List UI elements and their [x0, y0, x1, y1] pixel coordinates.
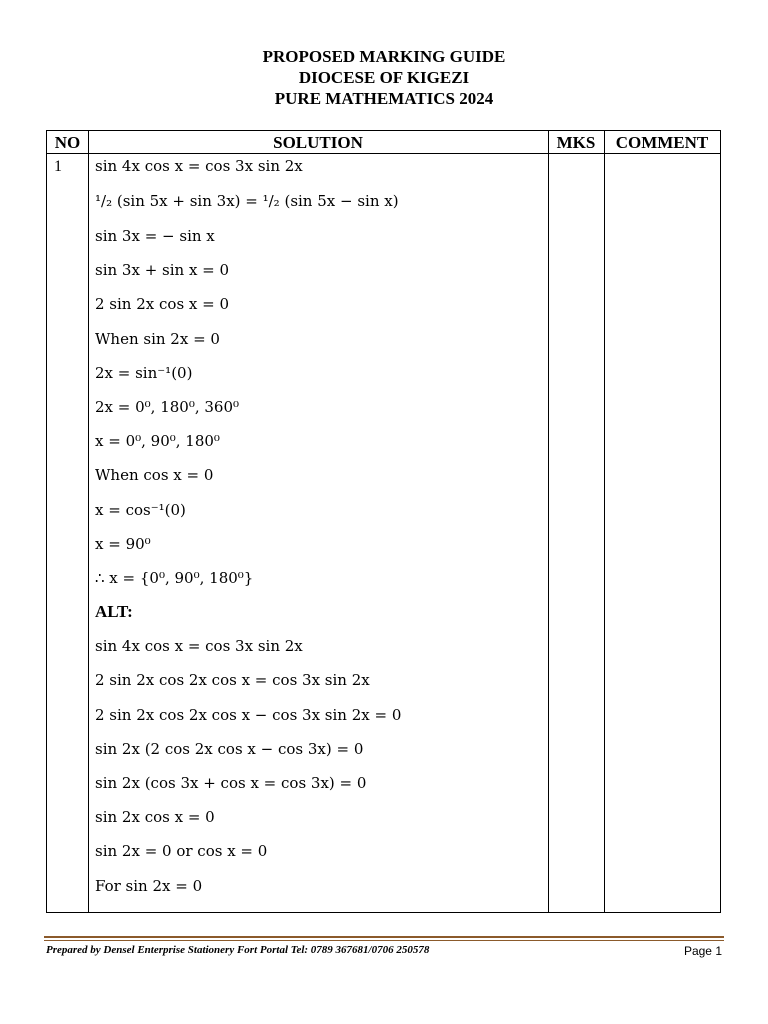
- solution-line: When sin 2x = 0: [95, 329, 220, 348]
- title-subject: PURE MATHEMATICS 2024: [274, 89, 494, 108]
- question-number: 1: [54, 158, 62, 175]
- footer-rule: [44, 940, 724, 941]
- solution-line: 2 sin 2x cos 2x cos x − cos 3x sin 2x = 0: [95, 705, 402, 724]
- column-header-no: NO: [54, 133, 81, 152]
- solution-line: 2x = sin⁻¹(0): [95, 363, 193, 382]
- solution-line: x = 90⁰: [95, 534, 151, 553]
- solution-line: sin 4x cos x = cos 3x sin 2x: [95, 157, 303, 175]
- document-title-block: [0, 46, 768, 109]
- solution-line: 2 sin 2x cos 2x cos x = cos 3x sin 2x: [95, 671, 370, 690]
- marking-table: [46, 130, 721, 913]
- solution-line: sin 3x + sin x = 0: [95, 261, 230, 280]
- solution-line: sin 4x cos x = cos 3x sin 2x: [95, 637, 303, 656]
- solution-line: When cos x = 0: [95, 466, 214, 485]
- solution-line: 2x = 0⁰, 180⁰, 360⁰: [95, 397, 240, 416]
- alt-heading: ALT:: [95, 602, 133, 622]
- solution-cell: [95, 155, 547, 907]
- title-marking-guide: PROPOSED MARKING GUIDE: [262, 47, 506, 66]
- title-diocese: DIOCESE OF KIGEZI: [298, 68, 470, 87]
- solution-line: ∴ x = {0⁰, 90⁰, 180⁰}: [95, 568, 254, 587]
- solution-line: ¹/₂ (sin 5x + sin 3x) = ¹/₂ (sin 5x − sin x): [95, 192, 399, 210]
- solution-line: sin 2x cos x = 0: [95, 808, 215, 827]
- solution-line: sin 2x = 0 or cos x = 0: [95, 842, 268, 861]
- solution-line: sin 2x (2 cos 2x cos x − cos 3x) = 0: [95, 739, 364, 758]
- solution-line: For sin 2x = 0: [95, 876, 203, 895]
- solution-line: 2 sin 2x cos x = 0: [95, 295, 230, 314]
- column-header-marks: MKS: [556, 133, 596, 152]
- solution-line: sin 3x = − sin x: [95, 227, 215, 245]
- footer-rule: [44, 936, 724, 938]
- column-divider: [88, 131, 89, 912]
- column-divider: [604, 131, 605, 912]
- solution-line: sin 2x (cos 3x + cos x = cos 3x) = 0: [95, 774, 367, 792]
- column-divider: [548, 131, 549, 912]
- page-number: Page 1: [683, 944, 722, 958]
- column-header-solution: SOLUTION: [273, 133, 363, 152]
- solution-line: x = 0⁰, 90⁰, 180⁰: [95, 432, 220, 451]
- footer-credit: Prepared by Densel Enterprise Stationery Fort Portal Tel: 0789 367681/0706 250578: [46, 944, 430, 956]
- column-header-comment: COMMENT: [615, 133, 709, 152]
- solution-line: x = cos⁻¹(0): [95, 500, 186, 519]
